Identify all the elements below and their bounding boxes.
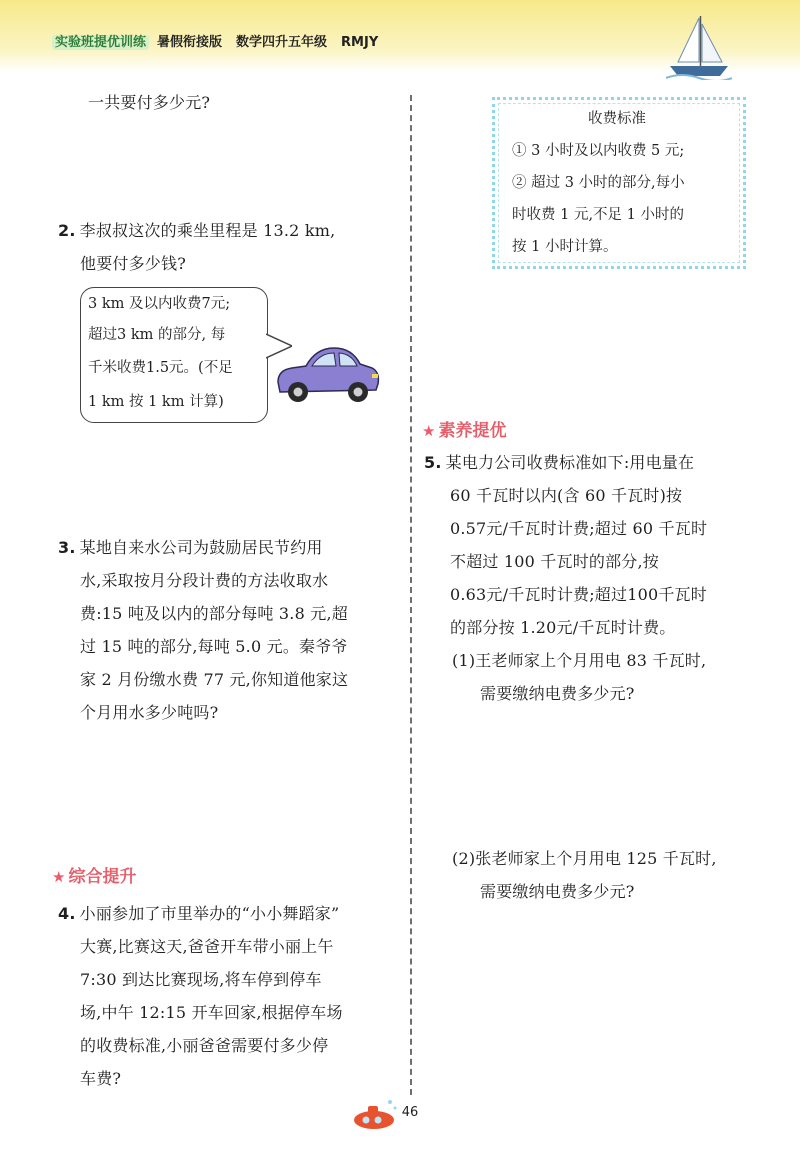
car-illustration: [272, 336, 382, 408]
q3-line-3: 费:15 吨及以内的部分每吨 3.8 元,超: [80, 604, 348, 623]
q4-line-3: 7:30 到达比赛现场,将车停到停车: [80, 970, 322, 989]
header-title: [52, 31, 378, 50]
q4-line-6: 车费?: [80, 1069, 122, 1088]
parking-standard-title: 收费标准: [588, 111, 646, 127]
q3-number: 3.: [58, 538, 76, 557]
parking-standard-line-3: 时收费 1 元,不足 1 小时的: [512, 207, 684, 223]
q5-line-3: 0.57元/千瓦时计费;超过 60 千瓦时: [450, 519, 708, 538]
q5-sub1-line-1: (1)王老师家上个月用电 83 千瓦时,: [452, 651, 707, 670]
taxi-rule-line-4: 1 km 按 1 km 计算): [88, 394, 224, 410]
q5-line-2: 60 千瓦时以内(含 60 千瓦时)按: [450, 486, 683, 505]
q2-line-2: 他要付多少钱?: [80, 254, 186, 273]
q2-number: 2.: [58, 221, 76, 240]
q4-line-2: 大赛,比赛这天,爸爸开车带小丽上午: [80, 937, 334, 956]
series-name: 实验班提优训练: [52, 35, 149, 50]
section-comprehensive: ★ 综合提升: [52, 867, 137, 887]
q5-sub2-line-2: 需要缴纳电费多少元?: [480, 882, 635, 901]
taxi-rule-line-2: 超过3 km 的部分, 每: [88, 327, 226, 343]
q5-number: 5.: [424, 453, 442, 472]
sailboat-icon: [666, 14, 732, 80]
q3-line-2: 水,采取按月分段计费的方法收取水: [80, 571, 329, 590]
parking-standard-line-2: ② 超过 3 小时的部分,每小: [512, 175, 685, 191]
column-divider: [410, 95, 412, 1095]
q5-line-5: 0.63元/千瓦时计费;超过100千瓦时: [450, 585, 707, 604]
q5-line-6: 的部分按 1.20元/千瓦时计费。: [450, 618, 676, 637]
star-icon: ★: [422, 422, 436, 440]
q4-line-4: 场,中午 12:15 开车回家,根据停车场: [80, 1003, 343, 1022]
taxi-rule-line-3: 千米收费1.5元。(不足: [88, 360, 233, 376]
q3-line-5: 家 2 月份缴水费 77 元,你知道他家这: [80, 670, 349, 689]
q5-line-1: 5. 某电力公司收费标准如下:用电量在: [424, 453, 695, 472]
q5-line-4: 不超过 100 千瓦时的部分,按: [450, 552, 659, 571]
q3-line-1: 3. 某地自来水公司为鼓励居民节约用: [58, 538, 323, 557]
taxi-rule-line-1: 3 km 及以内收费7元;: [88, 296, 231, 312]
q3-line-4: 过 15 吨的部分,每吨 5.0 元。秦爷爷: [80, 637, 348, 656]
submarine-icon: [350, 1096, 400, 1132]
q2-line-1: 2. 李叔叔这次的乘坐里程是 13.2 km,: [58, 221, 336, 240]
publisher-code: RMJY: [341, 35, 379, 50]
q1-tail-text: 一共要付多少元?: [88, 93, 211, 112]
q4-number: 4.: [58, 904, 76, 923]
section-literacy: ★ 素养提优: [422, 421, 507, 441]
star-icon: ★: [52, 868, 66, 886]
page-header: [0, 0, 800, 72]
q5-sub2-line-1: (2)张老师家上个月用电 125 千瓦时,: [452, 849, 717, 868]
page-number: 46: [401, 1105, 419, 1120]
subject-name: 数学四升五年级: [236, 35, 328, 50]
q4-line-1: 4. 小丽参加了市里举办的“小小舞蹈家”: [58, 904, 340, 923]
q5-sub1-line-2: 需要缴纳电费多少元?: [480, 684, 635, 703]
edition-name: 暑假衔接版: [157, 35, 223, 50]
q3-line-6: 个月用水多少吨吗?: [80, 703, 219, 722]
q4-line-5: 的收费标准,小丽爸爸需要付多少停: [80, 1036, 329, 1055]
parking-standard-line-4: 按 1 小时计算。: [512, 239, 618, 255]
parking-standard-line-1: ① 3 小时及以内收费 5 元;: [512, 143, 685, 159]
